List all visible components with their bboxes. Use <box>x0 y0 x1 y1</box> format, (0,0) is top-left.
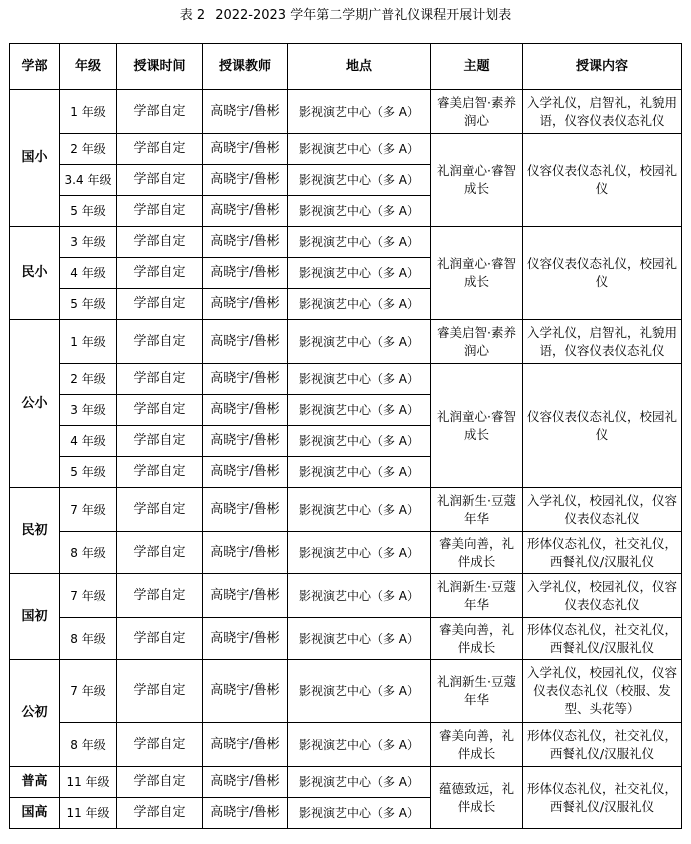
header-teacher: 授课教师 <box>203 44 288 90</box>
department-cell: 国小 <box>10 90 60 227</box>
time-cell: 学部自定 <box>117 426 203 457</box>
location-cell: 影视演艺中心（多 A） <box>288 364 431 395</box>
time-cell: 学部自定 <box>117 574 203 618</box>
teacher-cell: 高晓宇/鲁彬 <box>203 320 288 364</box>
teacher-cell: 高晓宇/鲁彬 <box>203 134 288 165</box>
location-cell: 影视演艺中心（多 A） <box>288 90 431 134</box>
location-cell: 影视演艺中心（多 A） <box>288 457 431 488</box>
time-cell: 学部自定 <box>117 258 203 289</box>
theme-cell: 睿美启智·素养润心 <box>431 320 523 364</box>
theme-cell: 蕴德致远，礼伴成长 <box>431 767 523 829</box>
teacher-cell: 高晓宇/鲁彬 <box>203 457 288 488</box>
theme-cell: 礼润童心·睿智成长 <box>431 227 523 320</box>
time-cell: 学部自定 <box>117 618 203 660</box>
theme-cell: 礼润新生·豆蔻年华 <box>431 574 523 618</box>
location-cell: 影视演艺中心（多 A） <box>288 134 431 165</box>
time-cell: 学部自定 <box>117 723 203 767</box>
teacher-cell: 高晓宇/鲁彬 <box>203 395 288 426</box>
location-cell: 影视演艺中心（多 A） <box>288 320 431 364</box>
time-cell: 学部自定 <box>117 320 203 364</box>
time-cell: 学部自定 <box>117 165 203 196</box>
grade-cell: 3.4 年级 <box>60 165 117 196</box>
content-cell: 入学礼仪，校园礼仪，仪容仪表仪态礼仪 <box>523 488 682 532</box>
time-cell: 学部自定 <box>117 90 203 134</box>
department-cell: 民小 <box>10 227 60 320</box>
time-cell: 学部自定 <box>117 196 203 227</box>
teacher-cell: 高晓宇/鲁彬 <box>203 426 288 457</box>
grade-cell: 5 年级 <box>60 457 117 488</box>
grade-cell: 3 年级 <box>60 395 117 426</box>
teacher-cell: 高晓宇/鲁彬 <box>203 767 288 798</box>
time-cell: 学部自定 <box>117 532 203 574</box>
location-cell: 影视演艺中心（多 A） <box>288 165 431 196</box>
teacher-cell: 高晓宇/鲁彬 <box>203 364 288 395</box>
table-row <box>10 227 682 258</box>
teacher-cell: 高晓宇/鲁彬 <box>203 532 288 574</box>
table-row <box>10 618 682 660</box>
table-row <box>10 320 682 364</box>
grade-cell: 11 年级 <box>60 798 117 829</box>
teacher-cell: 高晓宇/鲁彬 <box>203 227 288 258</box>
content-cell: 形体仪态礼仪，社交礼仪，西餐礼仪/汉服礼仪 <box>523 767 682 829</box>
time-cell: 学部自定 <box>117 227 203 258</box>
table-row <box>10 660 682 723</box>
location-cell: 影视演艺中心（多 A） <box>288 767 431 798</box>
location-cell: 影视演艺中心（多 A） <box>288 723 431 767</box>
department-cell: 普高 <box>10 767 60 798</box>
theme-cell: 礼润童心·睿智成长 <box>431 134 523 227</box>
teacher-cell: 高晓宇/鲁彬 <box>203 660 288 723</box>
header-grade: 年级 <box>60 44 117 90</box>
time-cell: 学部自定 <box>117 767 203 798</box>
grade-cell: 11 年级 <box>60 767 117 798</box>
teacher-cell: 高晓宇/鲁彬 <box>203 723 288 767</box>
grade-cell: 7 年级 <box>60 488 117 532</box>
grade-cell: 4 年级 <box>60 426 117 457</box>
department-cell: 公小 <box>10 320 60 488</box>
time-cell: 学部自定 <box>117 488 203 532</box>
grade-cell: 7 年级 <box>60 574 117 618</box>
time-cell: 学部自定 <box>117 660 203 723</box>
grade-cell: 5 年级 <box>60 196 117 227</box>
grade-cell: 8 年级 <box>60 618 117 660</box>
department-cell: 国初 <box>10 574 60 660</box>
header-theme: 主题 <box>431 44 523 90</box>
grade-cell: 5 年级 <box>60 289 117 320</box>
table-row <box>10 723 682 767</box>
content-cell: 入学礼仪，启智礼，礼貌用语，仪容仪表仪态礼仪 <box>523 90 682 134</box>
theme-cell: 礼润新生·豆蔻年华 <box>431 660 523 723</box>
department-cell: 民初 <box>10 488 60 574</box>
header-row <box>10 44 682 90</box>
location-cell: 影视演艺中心（多 A） <box>288 532 431 574</box>
header-content: 授课内容 <box>523 44 682 90</box>
teacher-cell: 高晓宇/鲁彬 <box>203 488 288 532</box>
theme-cell: 礼润新生·豆蔻年华 <box>431 488 523 532</box>
time-cell: 学部自定 <box>117 457 203 488</box>
teacher-cell: 高晓宇/鲁彬 <box>203 90 288 134</box>
grade-cell: 4 年级 <box>60 258 117 289</box>
grade-cell: 2 年级 <box>60 364 117 395</box>
location-cell: 影视演艺中心（多 A） <box>288 798 431 829</box>
time-cell: 学部自定 <box>117 364 203 395</box>
time-cell: 学部自定 <box>117 134 203 165</box>
location-cell: 影视演艺中心（多 A） <box>288 227 431 258</box>
grade-cell: 1 年级 <box>60 320 117 364</box>
header-time: 授课时间 <box>117 44 203 90</box>
location-cell: 影视演艺中心（多 A） <box>288 196 431 227</box>
content-cell: 入学礼仪，校园礼仪，仪容仪表仪态礼仪（校服、发型、头花等） <box>523 660 682 723</box>
location-cell: 影视演艺中心（多 A） <box>288 488 431 532</box>
teacher-cell: 高晓宇/鲁彬 <box>203 165 288 196</box>
theme-cell: 睿美向善，礼伴成长 <box>431 618 523 660</box>
time-cell: 学部自定 <box>117 395 203 426</box>
content-cell: 仪容仪表仪态礼仪，校园礼仪 <box>523 227 682 320</box>
table-row <box>10 488 682 532</box>
teacher-cell: 高晓宇/鲁彬 <box>203 289 288 320</box>
teacher-cell: 高晓宇/鲁彬 <box>203 618 288 660</box>
teacher-cell: 高晓宇/鲁彬 <box>203 258 288 289</box>
time-cell: 学部自定 <box>117 289 203 320</box>
table-number: 表 2 <box>179 8 206 23</box>
grade-cell: 8 年级 <box>60 532 117 574</box>
content-cell: 仪容仪表仪态礼仪，校园礼仪 <box>523 364 682 488</box>
header-location: 地点 <box>288 44 431 90</box>
grade-cell: 3 年级 <box>60 227 117 258</box>
grade-cell: 8 年级 <box>60 723 117 767</box>
teacher-cell: 高晓宇/鲁彬 <box>203 798 288 829</box>
teacher-cell: 高晓宇/鲁彬 <box>203 574 288 618</box>
table-caption <box>0 6 691 26</box>
course-plan-table <box>9 43 682 829</box>
content-cell: 形体仪态礼仪，社交礼仪，西餐礼仪/汉服礼仪 <box>523 618 682 660</box>
table-row <box>10 574 682 618</box>
theme-cell: 睿美向善，礼伴成长 <box>431 723 523 767</box>
header-department: 学部 <box>10 44 60 90</box>
department-cell: 国高 <box>10 798 60 829</box>
content-cell: 入学礼仪，启智礼，礼貌用语，仪容仪表仪态礼仪 <box>523 320 682 364</box>
grade-cell: 2 年级 <box>60 134 117 165</box>
content-cell: 入学礼仪，校园礼仪，仪容仪表仪态礼仪 <box>523 574 682 618</box>
table-title: 2022-2023 学年第二学期广普礼仪课程开展计划表 <box>215 8 512 23</box>
theme-cell: 礼润童心·睿智成长 <box>431 364 523 488</box>
grade-cell: 7 年级 <box>60 660 117 723</box>
table-row <box>10 90 682 134</box>
location-cell: 影视演艺中心（多 A） <box>288 426 431 457</box>
location-cell: 影视演艺中心（多 A） <box>288 660 431 723</box>
location-cell: 影视演艺中心（多 A） <box>288 289 431 320</box>
time-cell: 学部自定 <box>117 798 203 829</box>
table-row <box>10 134 682 165</box>
location-cell: 影视演艺中心（多 A） <box>288 574 431 618</box>
theme-cell: 睿美向善，礼伴成长 <box>431 532 523 574</box>
content-cell: 仪容仪表仪态礼仪，校园礼仪 <box>523 134 682 227</box>
table-row <box>10 364 682 395</box>
theme-cell: 睿美启智·素养润心 <box>431 90 523 134</box>
location-cell: 影视演艺中心（多 A） <box>288 618 431 660</box>
department-cell: 公初 <box>10 660 60 767</box>
location-cell: 影视演艺中心（多 A） <box>288 258 431 289</box>
grade-cell: 1 年级 <box>60 90 117 134</box>
table-row <box>10 532 682 574</box>
content-cell: 形体仪态礼仪，社交礼仪，西餐礼仪/汉服礼仪 <box>523 532 682 574</box>
teacher-cell: 高晓宇/鲁彬 <box>203 196 288 227</box>
location-cell: 影视演艺中心（多 A） <box>288 395 431 426</box>
content-cell: 形体仪态礼仪，社交礼仪，西餐礼仪/汉服礼仪 <box>523 723 682 767</box>
table-row <box>10 767 682 798</box>
